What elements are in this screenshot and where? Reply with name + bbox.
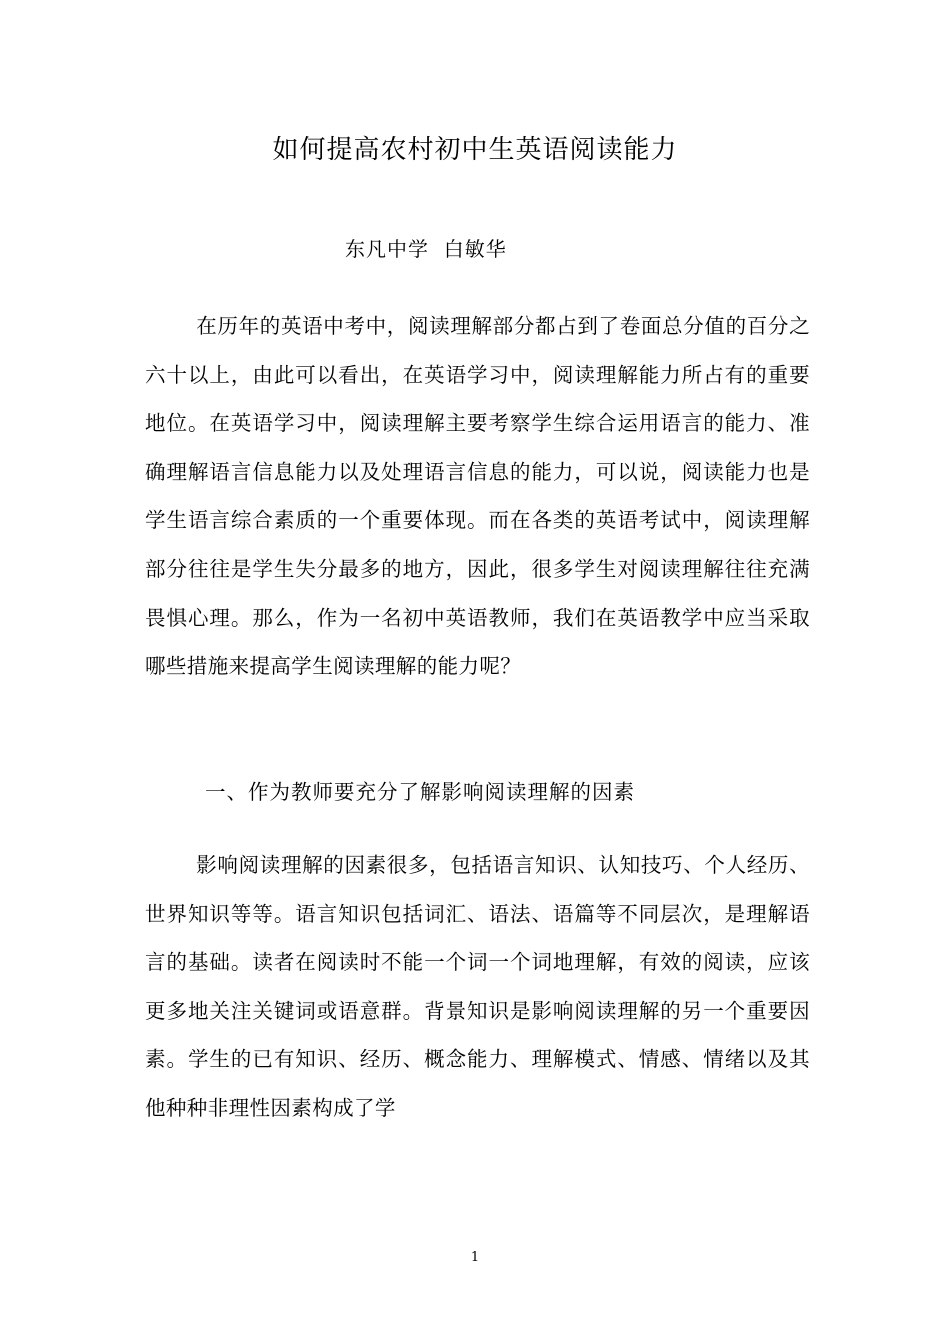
body-paragraph-2: 影响阅读理解的因素很多，包括语言知识、认知技巧、个人经历、世界知识等等。语言知识包括词汇、语法、语篇等不同层次，是理解语言的基础。读者在阅读时不能一个词一个词地理解，有效的阅读，应该更多地关注关键词或语意群。背景知识是影响阅读理解的另一个重要因素。学生的已有知识、经历、概念能力、理解模式、情感、情绪以及其他种种非理性因素构成了学 — [145, 853, 810, 1120]
section-heading: 一、作为教师要充分了解影响阅读理解的因素 — [205, 780, 635, 804]
page-number: 1 — [470, 1250, 480, 1265]
body-paragraph-1: 在历年的英语中考中，阅读理解部分都占到了卷面总分值的百分之六十以上，由此可以看出，在英语学习中，阅读理解能力所占有的重要地位。在英语学习中，阅读理解主要考察学生综合运用语言的能力、准确理解语言信息能力以及处理语言信息的能力，可以说，阅读能力也是学生语言综合素质的一个重要体现。而在各类的英语考试中，阅读理解部分往往是学生失分最多的地方，因此，很多学生对阅读理解往往充满畏惧心理。那么，作为一名初中英语教师，我们在英语教学中应当采取哪些措施来提高学生阅读理解的能力呢？ — [145, 314, 810, 679]
document-title: 如何提高农村初中生英语阅读能力 — [272, 135, 678, 165]
author-line: 东凡中学 白敏华 — [345, 237, 507, 261]
